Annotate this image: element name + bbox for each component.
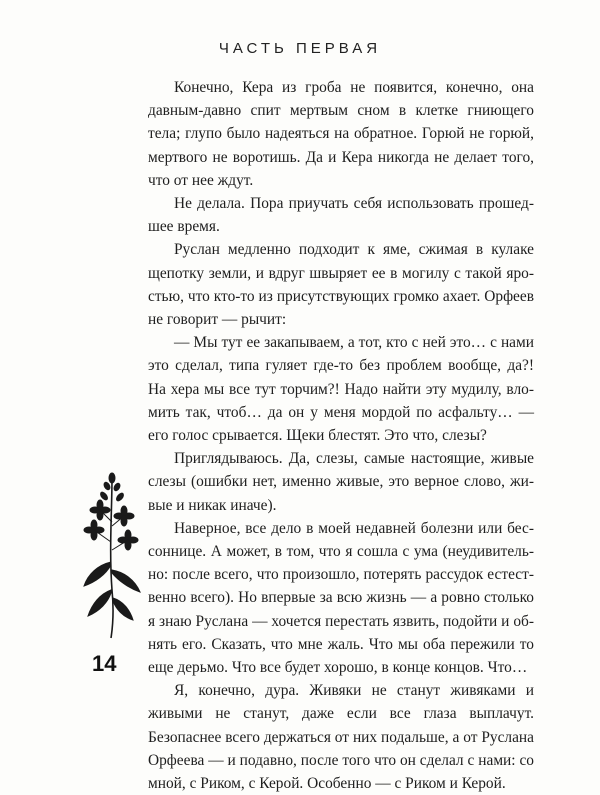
fireweed-flower-icon: [78, 470, 148, 640]
paragraph: Я, конечно, дура. Живяки не станут живяками и живыми не станут, даже если все глаза выплачут. Безопаснее всего держаться от них подальше, а от Руслана Орфеева — и подавно, после того что он сделал с нами: со мной, с Риком, с Керой. Особенно — с Риком и Керой.: [148, 682, 534, 793]
paragraph: Конечно, Кера из гроба не появится, конечно, она давным-давно спит мертвым сном в клетке гниющего тела; глупо было надеяться на обратное. Горюй не горюй, мертвого не воротишь. Да и Кера никогда не делает того, что от нее ждут.: [148, 79, 534, 189]
running-header: ЧАСТЬ ПЕРВАЯ: [218, 40, 382, 57]
paragraph: — Мы тут ее закапываем, а тот, кто с ней это… с нами это сделал, типа гуляет где-то без проблем вообще, да?! На хера мы все тут торчим?! Надо найти эту мудилу, вломить так, чтоб… да он у меня мордой по асфальту… — его голос срывается. Щеки блестят. Это что, слезы?: [148, 334, 534, 445]
paragraph: Наверное, все дело в моей недавней болезни или бессоннице. А может, в том, что я сошла с ума (неудивительно: после всего, что произошло, потерять рассудок естественно всего). Но впервые за всю жизнь — а ровно столько я знаю Руслана — хочется перестать язвить, подойти и обнять его. Сказать, что мне жаль. Что мы оба пережили то еще дерьмо. Что все будет хорошо, в конце концов. Что…: [148, 519, 534, 677]
paragraph: Не делала. Пора приучать себя использовать прошедшее время.: [148, 195, 534, 236]
paragraph: Руслан медленно подходит к яме, сжимая в кулаке щепотку земли, и вдруг швыряет ее в могилу с такой яростью, что кто-то из присутствующих громко ахает. Орфеев не говорит — рычит:: [148, 241, 534, 329]
body-text: [148, 76, 534, 795]
page-number: 14: [92, 651, 117, 676]
paragraph: Приглядываюсь. Да, слезы, самые настоящие, живые слезы (ошибки нет, именно живые, это верное слово, живые и никак иначе).: [148, 450, 534, 514]
